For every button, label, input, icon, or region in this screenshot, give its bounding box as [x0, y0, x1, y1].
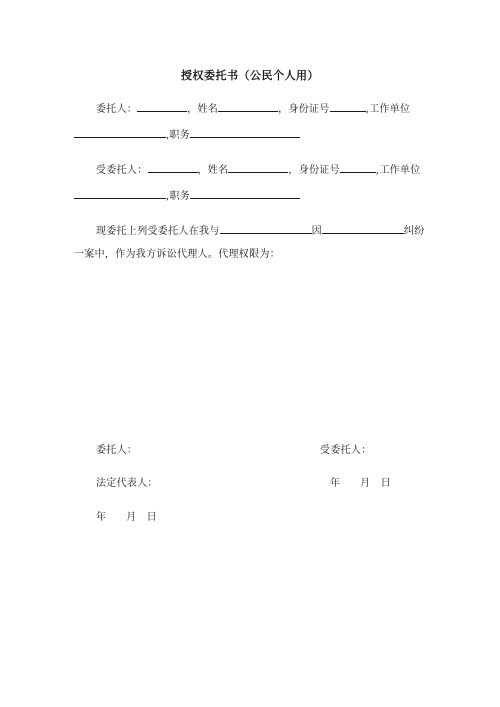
- agent-signature-label: 受委托人：: [320, 445, 372, 456]
- principal-position-label: ,职务: [166, 130, 191, 141]
- agent-line-2: [74, 188, 300, 204]
- statement-part-2: 因: [311, 226, 322, 237]
- agent-position-blank[interactable]: [190, 188, 300, 199]
- agent-work-unit-label: ,工作单位: [375, 165, 421, 176]
- agent-line-1: [96, 162, 421, 178]
- statement-line-1: [96, 223, 425, 239]
- agent-position-label: ,职务: [166, 191, 191, 202]
- principal-name-label: ，姓名: [187, 104, 219, 115]
- agent-id-blank[interactable]: [340, 162, 376, 173]
- statement-part-1: 现委托上列受委托人在我与: [96, 226, 220, 237]
- principal-label: 委托人：: [96, 104, 138, 115]
- principal-id-blank[interactable]: [330, 101, 366, 112]
- legal-representative-label: 法定代表人：: [96, 478, 158, 489]
- principal-blank[interactable]: [137, 101, 187, 112]
- dispute-cause-blank[interactable]: [322, 223, 404, 234]
- agent-name-blank[interactable]: [228, 162, 288, 173]
- agent-name-label: ，姓名: [197, 165, 229, 176]
- principal-line-2: [74, 127, 300, 143]
- agent-blank[interactable]: [148, 162, 198, 173]
- agent-id-label: ，身份证号: [288, 165, 340, 176]
- principal-line-1: [96, 101, 410, 117]
- statement-part-3: 纠纷: [403, 226, 425, 237]
- document-title: 授权委托书（公民个人用）: [181, 69, 319, 82]
- date-left: 年 月 日: [96, 512, 157, 523]
- principal-id-label: ，身份证号: [278, 104, 330, 115]
- statement-line-2: 一案中，作为我方诉讼代理人。代理权限为：: [74, 249, 280, 260]
- principal-name-blank[interactable]: [218, 101, 278, 112]
- date-right: 年 月 日: [330, 478, 391, 489]
- principal-signature-label: 委托人：: [96, 445, 138, 456]
- principal-work-unit-blank[interactable]: [74, 127, 166, 138]
- agent-work-unit-blank[interactable]: [74, 188, 166, 199]
- principal-work-unit-label: ,工作单位: [365, 104, 411, 115]
- agent-label: 受委托人：: [96, 165, 148, 176]
- opposing-party-blank[interactable]: [220, 223, 312, 234]
- principal-position-blank[interactable]: [190, 127, 300, 138]
